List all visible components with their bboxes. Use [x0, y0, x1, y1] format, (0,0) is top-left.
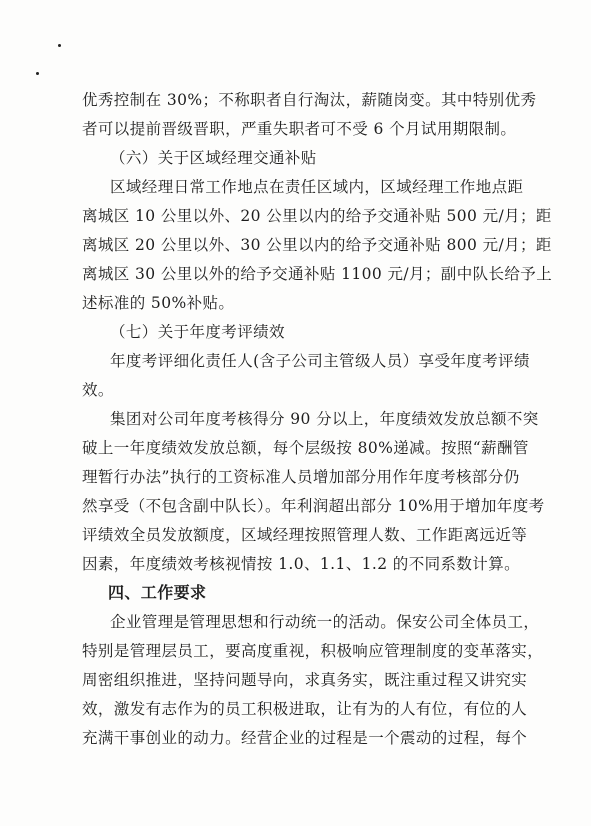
section-subheading: （七）关于年度考评绩效: [110, 323, 285, 341]
body-line: 评绩效全员发放额度，区域经理按照管理人数、工作距离远近等: [82, 526, 528, 544]
body-line: 效，激发有志作为的员工积极进取，让有为的人有位，有位的人: [82, 700, 528, 718]
body-line: 年度考评细化责任人(含子公司主管级人员）享受年度考评绩: [110, 352, 530, 370]
body-line: 者可以提前晋级晋职，严重失职者可不受 6 个月试用期限制。: [82, 120, 517, 138]
body-line: 效。: [82, 381, 114, 399]
body-line: 破上一年度绩效发放总额，每个层级按 80%递减。按照“薪酬管: [82, 439, 529, 457]
body-line: 优秀控制在 30%；不称职者自行淘汰，薪随岗变。其中特别优秀: [82, 91, 537, 109]
body-line: 然享受（不包含副中队长）。年利润超出部分 10%用于增加年度考: [82, 497, 545, 515]
body-line: 区域经理日常工作地点在责任区域内，区域经理工作地点距: [110, 178, 524, 196]
body-line: 集团对公司年度考核得分 90 分以上，年度绩效发放总额不突: [110, 410, 539, 428]
body-line: 离城区 20 公里以外、30 公里以内的给予交通补贴 800 元/月；距: [82, 236, 552, 254]
body-line: 理暂行办法”执行的工资标准人员增加部分用作年度考核部分仍: [82, 468, 520, 486]
body-line: 特别是管理层员工，要高度重视，积极响应管理制度的变革落实，: [82, 642, 544, 660]
body-line: 离城区 10 公里以外、20 公里以内的给予交通补贴 500 元/月；距: [82, 207, 552, 225]
body-line: 充满干事创业的动力。经营企业的过程是一个震动的过程，每个: [82, 729, 528, 747]
scan-speck: [36, 72, 39, 75]
scan-speck: [58, 44, 61, 47]
body-line: 述标准的 50%补贴。: [82, 294, 235, 312]
body-line: 企业管理是管理思想和行动统一的活动。保安公司全体员工，: [110, 613, 540, 631]
section-heading: 四、工作要求: [108, 583, 207, 602]
body-line: 离城区 30 公里以外的给予交通补贴 1100 元/月；副中队长给予上: [82, 265, 553, 283]
section-subheading: （六）关于区域经理交通补贴: [110, 149, 317, 167]
body-line: 周密组织推进，坚持问题导向，求真务实，既注重过程又讲究实: [82, 671, 528, 689]
body-line: 因素，年度绩效考核视情按 1.0、1.1、1.2 的不同系数计算。: [82, 555, 521, 573]
